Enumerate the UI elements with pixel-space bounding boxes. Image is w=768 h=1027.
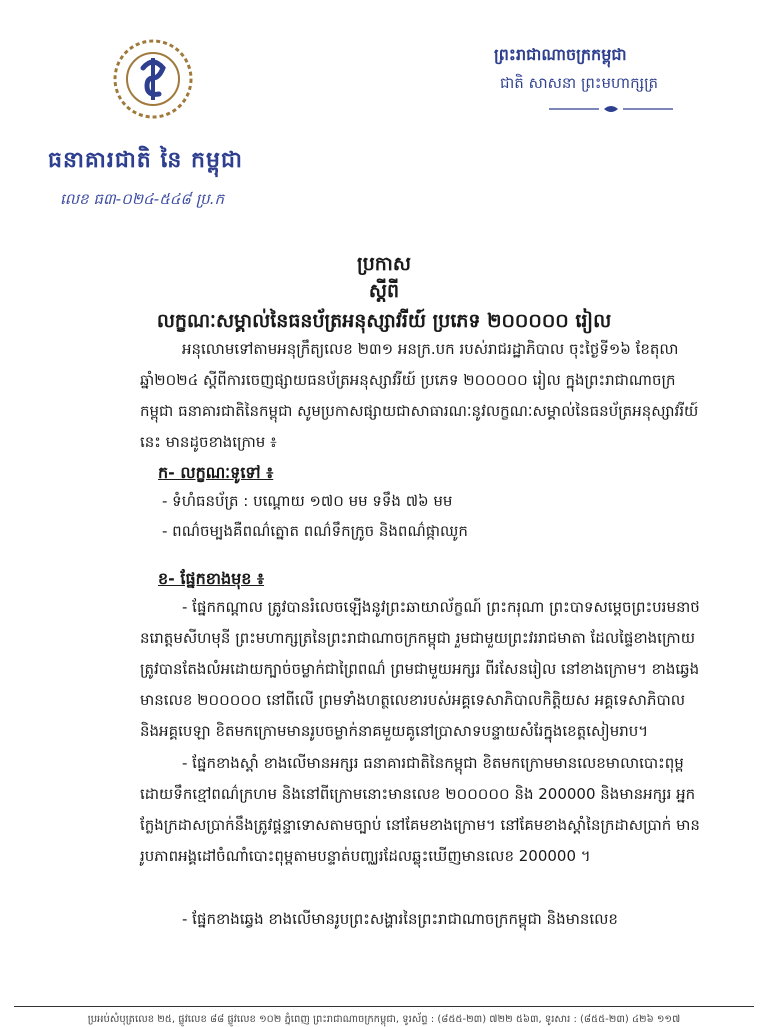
kingdom-title: ព្រះរាជាណាចក្រកម្ពុជា [494, 45, 627, 64]
section-b-paragraph-2: - ផ្នែកខាងស្តាំ ខាងលើមានអក្សរ ធនាគារជាតិនៃកម្ពុជា ខិតមកក្រោមមានលេខមាលាបោះពុម្ពដោយទឹកខ្មៅពណ៌ក្រហម និងនៅពីក្រោមនោះមានលេខ ២០០០០០ និង 200000 និងមានអក្សរ អ្នកក្លែងក្រដាសប្រាក់នឹងត្រូវផ្តន្ទាទោសតាមច្បាប់ នៅគែមខាងក្រោម។ នៅគែមខាងស្តាំនៃក្រដាសប្រាក់ មានរូបភាពអង្គដៅចំណាំបោះពុម្ពតាមបន្ទាត់បញ្ឈរដែលឆ្លុះឃើញមានលេខ 200000 ។ [140, 754, 700, 865]
reference-number: លេខ ធ៣-០២៤-៥៤៨ ប្រ.ក [60, 190, 224, 208]
national-motto: ជាតិ សាសនា ព្រះមហាក្សត្រ [500, 74, 659, 92]
announcement-subject: លក្ខណៈសម្គាល់នៃធនប័ត្រអនុស្សាវរីយ៍ ប្រភេទ ២០០០០០ រៀល [156, 310, 612, 332]
section-b-heading: ខ- ផ្នែកខាងមុខ ៖ [158, 569, 265, 588]
section-a-item: - ទំហំធនប័ត្រ : បណ្តោយ ១៧០ មម ទទឹង ៧៦ មម [162, 492, 453, 510]
section-b-paragraph-1: - ផ្នែកកណ្តាល ត្រូវបានរំលេចឡើងនូវព្រះឆាយាល័ក្ខណ៍ ព្រះករុណា ព្រះបាទសម្តេចព្រះបរមនាថ នរោត្តមសីហមុនី ព្រះមហាក្សត្រនៃព្រះរាជាណាចក្រកម្ពុជា រួមជាមួយព្រះវររាជមាតា ដែលផ្ទៃខាងក្រោយត្រូវបានតែងលំអដោយក្បាច់ចម្លាក់ជាព្រៃពណ៌ ព្រមជាមួយអក្សរ ពីរសែនរៀល នៅខាងក្រោម។ ខាងឆ្វេងមានលេខ ២០០០០០ នៅពីលើ ព្រមទាំងហត្ថលេខារបស់អគ្គទេសាភិបាលកិត្តិយស អគ្គទេសាភិបាល និងអគ្គបេឡា ខិតមកក្រោមមានរូបចម្លាក់នាគមួយគូនៅប្រាសាទបន្ទាយសំរែក្នុងខេត្តសៀមរាប។ [140, 598, 700, 740]
ornament-divider-icon [549, 104, 673, 114]
national-bank-emblem-icon [112, 38, 194, 120]
section-a-heading: ក- លក្ខណៈទូទៅ ៖ [158, 463, 274, 482]
bank-name: ធនាគារជាតិ នៃ កម្ពុជា [48, 148, 243, 173]
announcement-subject-label: ស្តីពី [368, 280, 400, 302]
section-a-item: - ពណ៌ចម្បងគឺពណ៌ត្នោត ពណ៌ទឹកក្រូច និងពណ៌ផ្កាឈូក [162, 522, 468, 540]
section-b-paragraph-3: - ផ្នែកខាងឆ្វេង ខាងលើមានរូបព្រះសង្ហារនៃព្រះរាជាណាចក្រកម្ពុជា និងមានលេខ [182, 910, 618, 928]
intro-paragraph: អនុលោមទៅតាមអនុក្រឹត្យលេខ ២៣១ អនក្រ.បក របស់រាជរដ្ឋាភិបាល ចុះថ្ងៃទី១៦ ខែតុលា ឆ្នាំ២០២៤ ស្តីពីការចេញផ្សាយធនប័ត្រអនុស្សាវរីយ៍ ប្រភេទ ២០០០០០ រៀល ក្នុងព្រះរាជាណាចក្រកម្ពុជា ធនាគារជាតិនៃកម្ពុជា សូមប្រកាសផ្សាយជាសាធារណៈនូវលក្ខណៈសម្គាល់នៃធនប័ត្រអនុស្សាវរីយ៍នេះ មានដូចខាងក្រោម ៖ [140, 340, 699, 451]
footer-divider [14, 1006, 754, 1007]
announcement-title: ប្រកាស [357, 253, 411, 275]
footer-address: ប្រអប់សំបុត្រលេខ ២៥, ផ្លូវលេខ ៨៨ ផ្លូវលេខ ១០២ ភ្នំពេញ ព្រះរាជាណាចក្រកម្ពុជា, ទូរស័ព្ទ : (៨៥៥-២៣) ៧២២ ៥៦៣, ទូរសារ : (៨៥៥-២៣) ៤២៦ ១១៧ [87, 1014, 681, 1025]
